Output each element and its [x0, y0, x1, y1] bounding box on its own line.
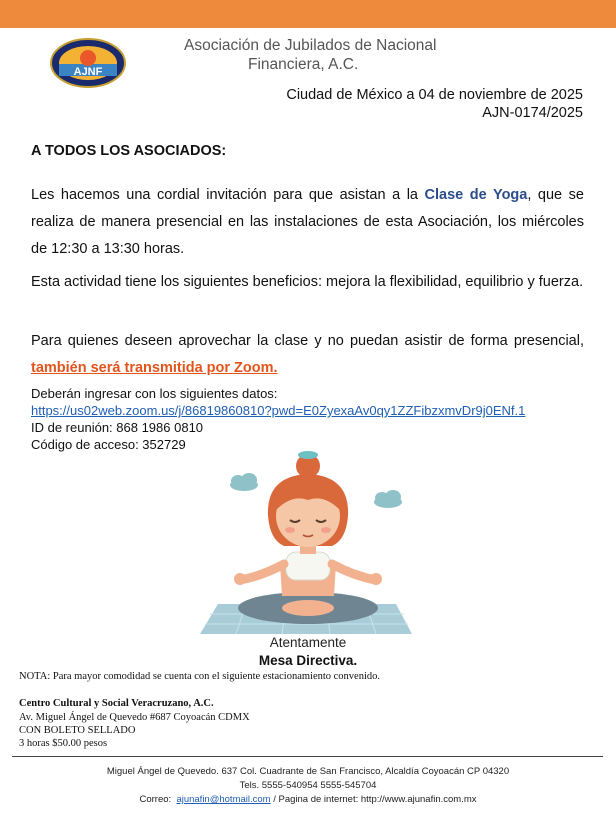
- parking-price: 3 horas $50.00 pesos: [19, 738, 108, 749]
- yoga-illustration: [196, 440, 418, 636]
- paragraph-benefits: Esta actividad tiene los siguientes beneficios: mejora la flexibilidad, equilibrio y fuerza.: [31, 274, 584, 290]
- closing-text: Atentamente: [269, 635, 347, 650]
- venue-name: Centro Cultural y Social Veracruzano, A.C.: [19, 698, 214, 709]
- email-label: Correo:: [139, 794, 172, 805]
- footer-address: Miguel Ángel de Quevedo. 637 Col. Cuadrante de San Francisco, Alcaldía Coyoacán CP 04320: [106, 766, 510, 777]
- p3-text-before: Para quienes deseen aprovechar la clase y no puedan asistir de forma presencial,: [31, 333, 584, 349]
- email-link[interactable]: ajunafin@hotmail.com: [176, 794, 271, 805]
- zoom-highlight: también será transmitida por Zoom.: [31, 360, 278, 376]
- salutation: A TODOS LOS ASOCIADOS:: [31, 143, 227, 159]
- association-logo: [50, 38, 126, 88]
- footer-divider: [12, 756, 603, 757]
- organization-name: [184, 36, 436, 74]
- access-code: Código de acceso: 352729: [31, 437, 186, 452]
- org-name-line1: Asociación de Jubilados de Nacional: [184, 37, 437, 54]
- zoom-link[interactable]: https://us02web.zoom.us/j/86819860810?pwd=E0ZyexaAv0qy1ZZFibzxmvDr9j0ENf.1: [31, 403, 526, 418]
- p1-text-before: Les hacemos una cordial invitación para que asistan a la: [31, 187, 425, 203]
- yoga-class-highlight: Clase de Yoga: [424, 187, 528, 203]
- parking-note: NOTA: Para mayor comodidad se cuenta con el siguiente estacionamiento convenido.: [19, 671, 381, 682]
- top-color-bar: [0, 0, 616, 28]
- place-date: Ciudad de México a 04 de noviembre de 2025: [286, 87, 583, 103]
- org-name-line2: Financiera, A.C.: [248, 56, 359, 73]
- meeting-id: ID de reunión: 868 1986 0810: [31, 420, 204, 435]
- footer-contact: [0, 794, 616, 805]
- zoom-intro: Deberán ingresar con los siguientes datos:: [31, 386, 278, 401]
- footer-phones: Tels. 5555-540954 5555-545704: [239, 780, 377, 791]
- logo-text: AJNF: [73, 66, 103, 78]
- p1-text-after: , que se realiza de manera presencial en las instalaciones de esta Asociación, los miércoles de 12:30 a 13:30 horas.: [31, 187, 584, 257]
- paragraph-zoom: [31, 328, 584, 382]
- venue-address: Av. Miguel Ángel de Quevedo #687 Coyoacán CDMX: [19, 712, 250, 723]
- ticket-note: CON BOLETO SELLADO: [19, 725, 136, 736]
- signer-name: Mesa Directiva.: [258, 653, 358, 668]
- web-label: / Pagina de internet: http://www.ajunafin.com.mx: [270, 794, 477, 805]
- paragraph-invitation: [31, 182, 584, 263]
- reference-number: AJN-0174/2025: [482, 105, 583, 121]
